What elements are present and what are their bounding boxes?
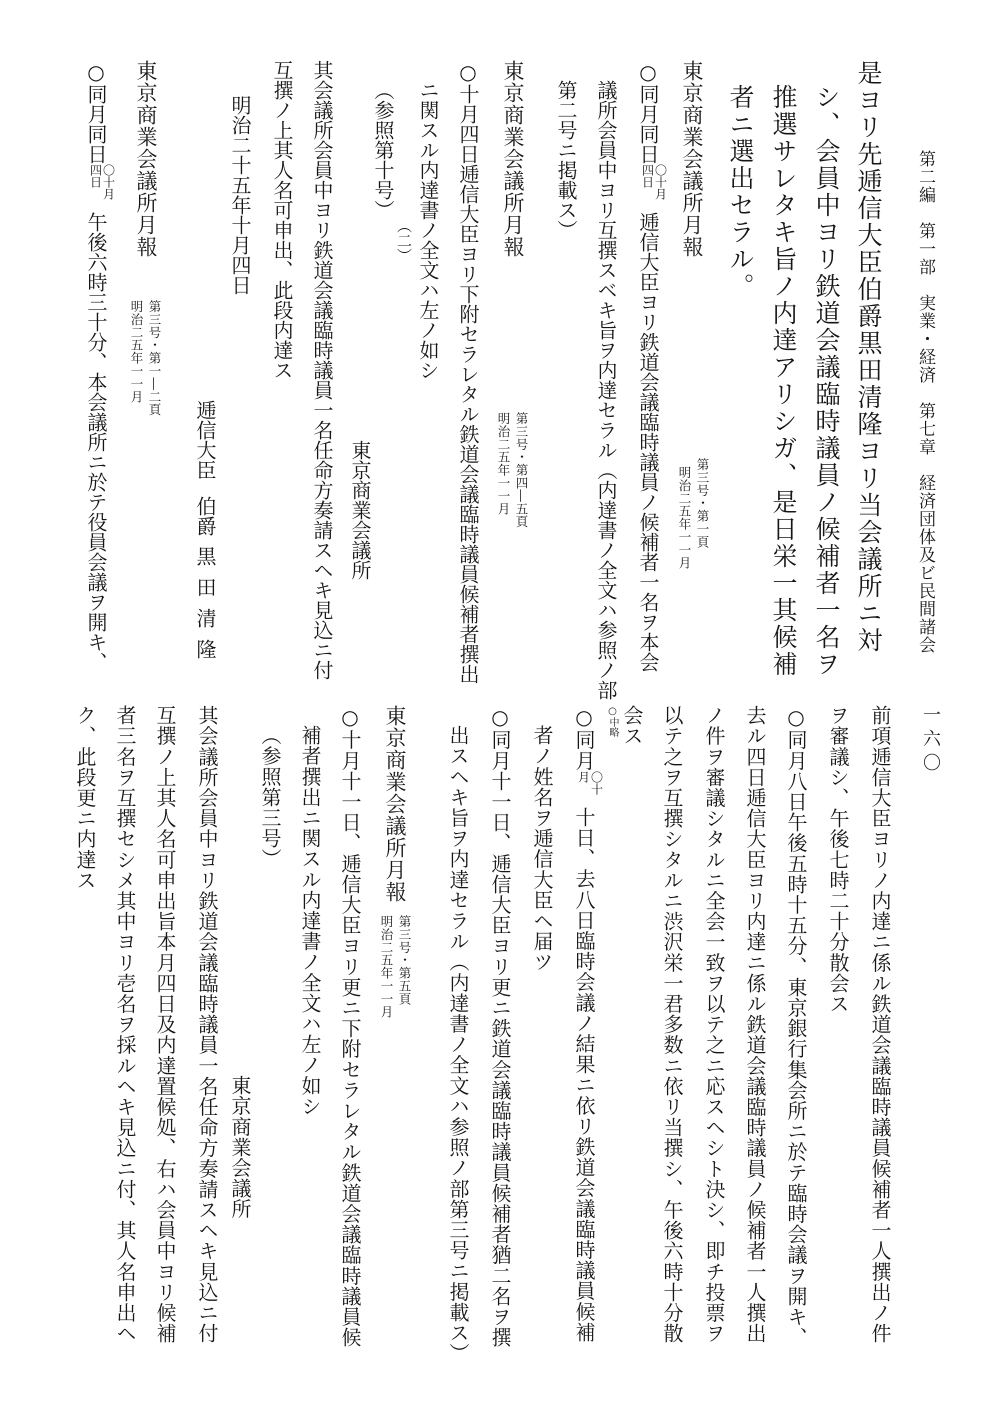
page-number: 一六〇 xyxy=(920,705,941,777)
item-number: （二） xyxy=(395,218,413,263)
date-annotation xyxy=(577,771,603,795)
sender-name: 黒田清隆 xyxy=(193,546,217,670)
omission-mark: ○中略 xyxy=(607,706,618,737)
letter-addressee: 東京商業会議所 xyxy=(228,1075,252,1220)
entry-line: ヲ審議シ、午後七時二十分散会ス xyxy=(826,705,850,1014)
entry-line: 以テ之ヲ互撰シタルニ渋沢栄一君多数ニ依リ当撰シ、午後六時十分散 xyxy=(660,705,684,1344)
letter-body-line: 其会議所会員中ヨリ鉄道会議臨時議員一名任命方奏請スヘキ見込ニ付 xyxy=(310,60,334,680)
entry-line: 者ノ姓名ヲ逓信大臣ヘ届ツ xyxy=(530,725,554,973)
entry-line xyxy=(84,60,115,672)
source-title: 東京商業会議所月報 xyxy=(134,60,158,258)
entry-line: ノ件ヲ審議シタルニ全会一致ヲ以テ之ニ応スヘシト決シ、即チ投票ヲ xyxy=(702,705,726,1344)
source-issue: 第三号・第一―二頁 xyxy=(147,300,162,417)
entry-line: 第二号ニ掲載ス） xyxy=(554,80,578,240)
letter-sender xyxy=(193,400,217,670)
source-title: 東京商業会議所月報 xyxy=(501,60,525,258)
annotation-right: 〇十月 xyxy=(101,164,116,200)
annotation-left: 四日 xyxy=(88,164,103,188)
date-annotation xyxy=(89,164,115,200)
summary-line: 是ヨリ先逓信大臣伯爵黒田清隆ヨリ当会議所ニ対 xyxy=(854,60,883,654)
reference-note: （参照第三号） xyxy=(258,725,282,870)
sender-title: 逓信大臣 xyxy=(193,400,217,480)
entry-line xyxy=(572,705,603,1342)
reference-note: （参照第十号） xyxy=(371,80,395,220)
source-date: 明治二五年一一月 xyxy=(379,915,394,1019)
entry-line: ○十月十一日、逓信大臣ヨリ更ニ下附セラレタル鉄道会議臨時議員候 xyxy=(338,705,362,1348)
annotation-right: 〇十月 xyxy=(653,164,668,200)
entry-lead: ○同月同日 xyxy=(636,60,660,164)
summary-line: 推選サレタキ旨ノ内達アリシガ、是日栄一其候補 xyxy=(769,84,798,678)
letter-addressee: 東京商業会議所 xyxy=(348,440,372,580)
sender-rank: 伯爵 xyxy=(193,496,217,536)
entry-line: 議所会員中ヨリ互撰スベキ旨ヲ内達セラル（内達書ノ全文ハ参照ノ部 xyxy=(594,80,618,700)
running-head: 第二編 第一部 実業・経済 第七章 経済団体及ビ民間諸会 xyxy=(915,150,935,654)
source-title: 東京商業会議所月報 xyxy=(680,60,704,258)
entry-line: 会ス xyxy=(620,705,644,747)
letter-body-line: 者三名ヲ互撰セシメ其中ヨリ壱名ヲ採ルヘキ見込ニ付、其人名申出ヘ xyxy=(113,705,137,1344)
entry-line: 出スヘキ旨ヲ内達セラル（内達書ノ全文ハ参照ノ部第三号ニ掲載ス） xyxy=(446,725,470,1364)
entry-line: 前項逓信大臣ヨリノ内達ニ係ル鉄道会議臨時議員候補者一人撰出ノ件 xyxy=(868,705,892,1344)
entry-line: 去ル四日逓信大臣ヨリ内達ニ係ル鉄道会議臨時議員ノ候補者一人撰出 xyxy=(743,705,767,1344)
source-issue: 第三号・第一頁 xyxy=(695,458,710,549)
date-annotation xyxy=(641,164,667,200)
entry-text: 逓信大臣ヨリ鉄道会議臨時議員ノ候補者一名ヲ本会 xyxy=(636,212,660,672)
entry-text: 午後六時三十分、本会議所ニ於テ役員会議ヲ開キ、 xyxy=(84,212,108,672)
entry-line: ニ関スル内達書ノ全文ハ左ノ如シ xyxy=(416,80,440,380)
entry-lead: ○同月同日 xyxy=(84,60,108,164)
letter-body-line: 互撰ノ上其人名可申出、此段内達ス xyxy=(270,60,294,380)
summary-line: 者ニ選出セラル。 xyxy=(726,84,755,300)
letter-date: 明治二十五年十月四日 xyxy=(228,95,252,295)
entry-lead: ○同月 xyxy=(572,705,596,771)
summary-line: シ、会員中ヨリ鉄道会議臨時議員ノ候補者一名ヲ xyxy=(812,84,841,678)
entry-line xyxy=(636,60,667,672)
letter-body-line: 互撰ノ上其人名可申出旨本月四日及内達置候処、右ハ会員中ヨリ候補 xyxy=(153,705,177,1344)
source-issue: 第三号・第五頁 xyxy=(397,915,412,1006)
entry-text: 十日、去八日臨時会議ノ結果ニ依リ鉄道会議臨時議員候補 xyxy=(572,806,596,1343)
source-date: 明治二五年一一月 xyxy=(677,466,692,570)
annotation-left: 月 xyxy=(576,770,591,783)
source-issue: 第三号・第四―五頁 xyxy=(514,412,529,529)
source-date: 明治二五年一一月 xyxy=(129,300,144,404)
annotation-left: 四日 xyxy=(640,164,655,188)
letter-body-line: ク、此段更ニ内達ス xyxy=(73,705,97,891)
annotation-right: 〇十 xyxy=(589,770,604,795)
entry-line: ○十月四日逓信大臣ヨリ下附セラレタル鉄道会議臨時議員候補者撰出 xyxy=(456,60,480,684)
entry-line: ○同月八日午後五時十五分、東京銀行集会所ニ於テ臨時会議ヲ開キ、 xyxy=(784,705,808,1348)
entry-line: 補者撰出ニ関スル内達書ノ全文ハ左ノ如シ xyxy=(298,725,322,1117)
source-title: 東京商業会議所月報 xyxy=(383,705,407,903)
letter-body-line: 其会議所会員中ヨリ鉄道会議臨時議員一名任命方奏請スヘキ見込ニ付 xyxy=(195,705,219,1344)
source-date: 明治二五年一一月 xyxy=(496,412,511,516)
entry-line: ○同月十一日、逓信大臣ヨリ更ニ鉄道会議臨時議員候補者猶二名ヲ撰 xyxy=(488,705,512,1348)
